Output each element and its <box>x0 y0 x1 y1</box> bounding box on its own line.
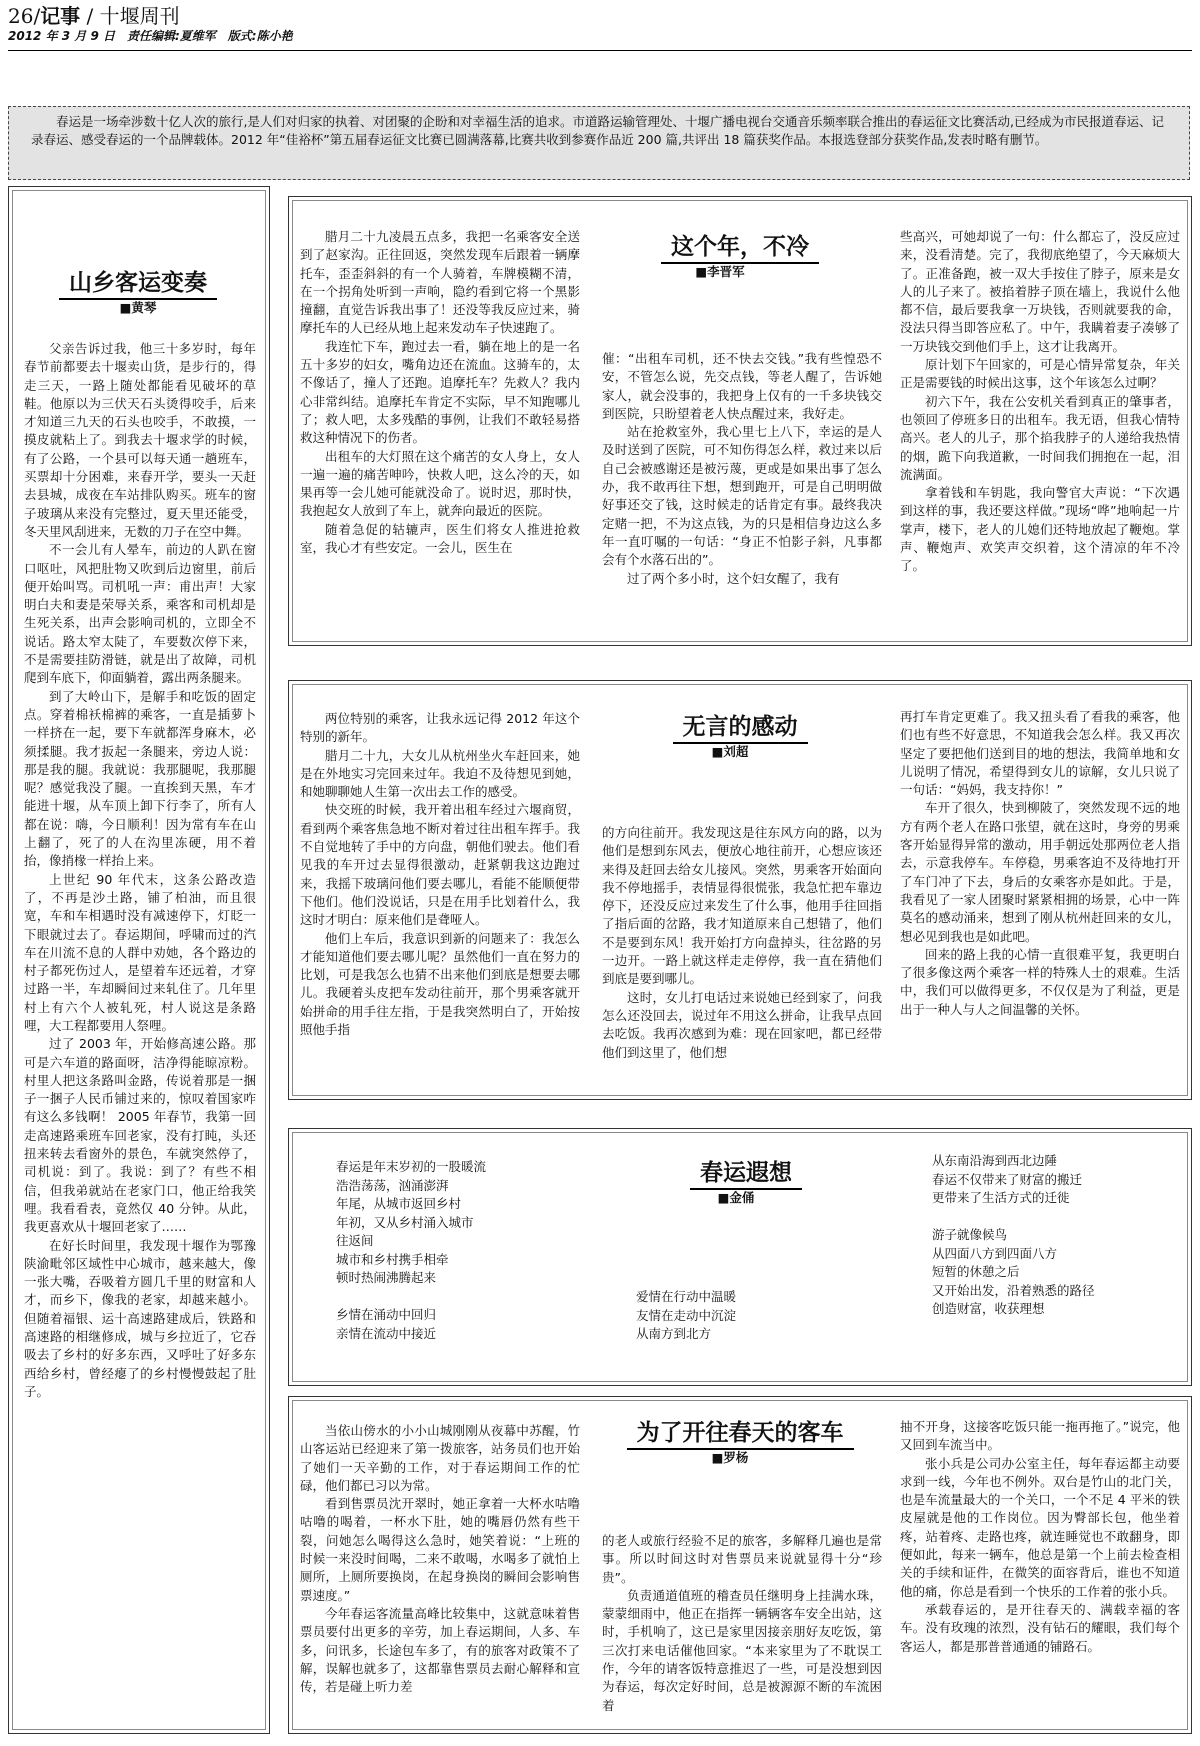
poem-line: 爱情在行动中温暖 <box>636 1289 737 1304</box>
article-2-paragraph: 原计划下午回家的，可是心情异常复杂，年关正是需要钱的时候出这事，这个年该怎么过啊？ <box>900 357 1180 391</box>
article-2-title: 这个年，不冷 <box>661 232 819 264</box>
intro-box: 春运是一场牵涉数十亿人次的旅行,是人们对归家的执着、对团聚的企盼和对幸福生活的追求。市道路运输管理处、十堰广播电视台交通音乐频率联合推出的春运征文比赛活动,已经成为市民报道春运、记录春运、感受春运的一个品牌载体。2012 年“佳裕杯”第五届春运征文比赛已圆满落幕,比赛共收到参赛作品近 200 篇,共评出 18 篇获奖作品。本报选登部分获奖作品,发表时略有删节。 <box>8 106 1190 180</box>
article-2-paragraph: 过了两个多小时，这个妇女醒了，我有 <box>627 570 840 586</box>
article-5-col-1 <box>300 1422 580 1728</box>
poem-line: 春运不仅带来了财富的搬迁 <box>932 1171 1083 1187</box>
article-5-paragraph: 张小兵是公司办公室主任，每年春运都主动要求到一线，今年也不例外。双台是竹山的北门关，也是车流量最大的一个关口，一个不足 4 平米的铁皮屋就是他的工作岗位。因为臀部长包，他坐着疼，站着疼、走路也疼，就连睡觉也不敢翻身，即便如此，每来一辆车，他总是第一个上前去检查相关的手续和证件，在微笑的面容背后，谁也不知道他的痛，你总是看到一个快乐的工作着的张小兵。 <box>900 1455 1180 1599</box>
article-1-paragraph: 上世纪 90 年代末，这条公路改造了，不再是沙土路，铺了柏油，而且很宽，车和车相遇时没有减速停下，灯眨一下眼就过去了。春运期间，呼啸而过的汽车在川流不息的人群中劝她，各个路边的村子都死伤过人，是望着车还远着，才穿过路一半，车却瞬间过来轧住了。几年里村上有六个人被轧死，村人说这是条路哩，大工程都要用人祭哩。 <box>24 871 256 1033</box>
article-1-title-block <box>22 268 254 316</box>
article-3-paragraph: 快交班的时候，我开着出租车经过六堰商贸，看到两个乘客焦急地不断对着过往出租车挥手。我不自觉地转了手中的方向盘，朝他们驶去。他们看见我的车开过去显得很激动，赶紧朝我这边跑过来，我摇下玻璃问他们要去哪儿，看能不能顺便带下他们。他们没说话，只是在用手比划着什么，我这时才明白：原来他们是聋哑人。 <box>300 802 580 928</box>
article-4-title-block <box>636 1158 856 1206</box>
page-number: 26/ <box>8 4 41 28</box>
article-5-paragraph: 负责通道值班的稽查员任继明身上挂满水珠，蒙蒙细雨中，他正在指挥一辆辆客车安全出站，这时，手机响了，这已是家里因接亲朋好友吃饭，第三次打来电话催他回家。“本来家里为了不耽误工作，今年的请客饭特意推迟了一些，可是没想到因为春运，每次定好时间，总是被源源不断的车流困着 <box>602 1587 882 1713</box>
page-header <box>8 4 1192 48</box>
article-2-paragraph: 出租车的大灯照在这个痛苦的女人身上，女人一遍一遍的痛苦呻吟，快救人吧，这么冷的天，如果再等一会儿她可能就没命了。说时迟，那时快，我抱起女人放到了车上，就奔向最近的医院。 <box>300 448 580 519</box>
article-1-paragraph: 父亲告诉过我，他三十多岁时，每年春节前都要去十堰卖山货，是步行的，得走三天，一路上随处都能看见破坏的草鞋。他原以为三伏天石头烫得咬手，后来才知道三九天的石头也咬手，不敢摸，一摸皮就粘上了。到我去十堰求学的时候，有了公路，一个县可以每天通一趟班车，买票却十分困难，来春开学，要头一天赶去县城，成夜在车站排队购买。班车的窗子玻璃从来没有完整过，夏天里还能受，冬天里风刮进来，无数的刀子在空中舞。 <box>24 341 256 539</box>
article-5-author: ■罗杨 <box>711 1450 749 1465</box>
article-1-body <box>24 340 256 1726</box>
article-3-title: 无言的感动 <box>673 712 808 744</box>
poem-line: 友情在走动中沉淀 <box>636 1307 737 1323</box>
title-separator: / <box>86 4 94 28</box>
article-3-paragraph: 车开了很久，快到柳陂了，突然发现不远的地方有两个老人在路口张望，就在这时，身旁的男乘客开始显得异常的激动，用手朝远处那两位老人指去，示意我停车。车停稳，男乘客迫不及待地打开了车门冲了下去，身后的女乘客亦是如此。于是，我看见了一家人团聚时紧紧相拥的场景，心中一阵莫名的感动涌来，想到了刚从杭州赶回来的女儿，想必见到我也是如此吧。 <box>900 800 1180 944</box>
article-2-title-block <box>600 232 880 280</box>
article-1-paragraph: 不一会儿有人晕车，前边的人趴在窗口呕吐，风把肚物又吹到后边窗里，前后便开始叫骂。司机吼一声：甫出声！大家明白夫和妻是荣辱关系，乘客和司机却是生死关系，出声会影响司机的，立即全不说话。路太窄太陡了，车要数次停下来，不是需要挂防滑链，就是出了故障，司机爬到车底下，仰面躺着，露出两条腿来。 <box>24 542 256 686</box>
publication-name: 十堰周刊 <box>99 4 180 28</box>
poem-line: 年初，又从乡村涌入城市 <box>336 1214 474 1230</box>
article-3-paragraph: 这时，女儿打电话过来说她已经到家了，问我怎么还没回去，说过年不用这么拼命，让我早点回去吃饭。我再次感到为难：现在回家吧，都已经带他们到这里了，他们想 <box>602 989 882 1060</box>
header-rule <box>8 50 1192 51</box>
article-3-col-2 <box>602 824 882 1094</box>
article-5-paragraph: 看到售票员沈开翠时，她正拿着一大杯水咕噜咕噜的喝着，一杯水下肚，她的嘴唇仍然有些干裂，问她怎么喝得这么急时，她笑着说：“上班的时候一来没时间喝，二来不敢喝，水喝多了就怕上厕所，上厕所要换岗，在起身换岗的瞬间会影响售票速度。” <box>300 1496 580 1603</box>
article-5-paragraph: 今年春运客流量高峰比较集中，这就意味着售票员要付出更多的辛劳，加上春运期间，人多、车多，问讯多，长途包车多了，有的旅客对政策不了解，误解也就多了，这都靠售票员去耐心解释和宣传，若是碰上听力差 <box>300 1605 580 1695</box>
article-4-author: ■金俑 <box>717 1190 755 1205</box>
article-3-paragraph: 他们上车后，我意识到新的问题来了：我怎么才能知道他们要去哪儿呢？虽然他们一直在努力的比划，可是我怎么也猜不出来他们到底是想要去哪儿。我硬着头皮把车发动往前开，那个男乘客就开始拼命的用手往左指，于是我突然明白了，开始按照他手指 <box>300 930 580 1038</box>
article-3-paragraph: 腊月二十九，大女儿从杭州坐火车赶回来，她是在外地实习完回来过年。我迫不及待想见到她，和她聊聊她人生第一次出去工作的感受。 <box>300 747 580 800</box>
article-2-paragraph: 些高兴，可她却说了一句：什么都忘了，没反应过来，没看清楚。完了，我彻底绝望了，今天麻烦大了。正准备跑，被一双大手按住了脖子，原来是女人的儿子来了。被掐着脖子顶在墙上，我说什么他都不信，最后要我拿一万块钱，否则就要我的命，没法只得当即答应私了。中午，我瞒着妻子凑够了一万块钱交到他们手上，这才让我离开。 <box>900 229 1180 354</box>
poem-line: 亲情在流动中接近 <box>336 1325 437 1341</box>
article-3-author: ■刘超 <box>711 744 749 759</box>
poem-line: 顿时热闹沸腾起来 <box>336 1270 437 1285</box>
article-5-paragraph: 抽不开身，这接客吃饭只能一拖再拖了。”说完，他又回到车流当中。 <box>900 1419 1180 1453</box>
article-1-author: ■黄琴 <box>119 300 157 315</box>
poem-line: 游子就像候鸟 <box>932 1227 1008 1242</box>
article-1-paragraph: 到了大岭山下，是解手和吃饭的固定点。穿着棉袄棉裤的乘客，一直是插萝卜一样挤在一起，要下车就都浑身麻木，必须揉腿。我才扳起一条腿来，旁边人说：那是我的腿。我就说：我那腿呢，我那腿呢？感觉我没了腿。一直挨到天黑，车才能进十堰，从车顶上卸下行李了，所有人都在说：嗨，今日顺利！因为常有车在山上翻了，死了的人在沟里冻硬，用不着抬，像捎椽一样抬上来。 <box>24 688 256 869</box>
article-2-paragraph: 初六下午，我在公安机关看到真正的肇事者，也领回了停班多日的出租车。我无语，但我心情特高兴。老人的儿子，那个掐我脖子的人递给我热情的烟，跪下向我道歉，一时间我们拥抱在一起，泪流满面。 <box>900 393 1180 482</box>
article-3-paragraph: 回来的路上我的心情一直很难平复，我更明白了很多像这两个乘客一样的特殊人士的艰难。生活中，我们可以做得更多，不仅仅是为了利益，更是出于一种人与人之间温馨的关怀。 <box>900 946 1180 1017</box>
article-5-paragraph: 当依山傍水的小小山城刚刚从夜幕中苏醒，竹山客运站已经迎来了第一拨旅客，站务员们也开始了她们一天辛勤的工作，对于春运期间工作的忙碌，他们都已习以为常。 <box>300 1423 580 1493</box>
article-5-paragraph: 的老人或旅行经验不足的旅客，多解释几遍也是常事。所以时间这时对售票员来说就显得十分“珍贵”。 <box>602 1533 882 1585</box>
poem-line: 又开始出发，沿着熟悉的路径 <box>932 1282 1095 1298</box>
poem-line: 乡情在涌动中回归 <box>336 1307 437 1322</box>
article-1-paragraph: 在好长时间里，我发现十堰作为鄂豫陕渝毗邻区域性中心城市，越来越大，像一张大嘴，吞吸着方圆几千里的财富和人才，而乡下，像我的老家，却越来越小。但随着福银、运十高速路建成后，铁路和高速路的相继修成，城与乡拉近了，它吞吸去了乡村的好多东西，又呼吐了好多东西给乡村，曾经瘪了的乡村慢慢鼓起了肚子。 <box>24 1237 256 1399</box>
article-4-title: 春运遐想 <box>690 1158 802 1190</box>
poem-line: 从南方到北方 <box>636 1326 712 1341</box>
article-2-paragraph: 催：“出租车司机，还不快去交钱。”我有些惶恐不安，不管怎么说，先交点钱，等老人醒了，告诉她家人，就会没事的，我把身上仅有的一千多块钱交到医院，只盼望着老人快点醒过来，我好走。 <box>602 351 882 421</box>
page-title-line <box>8 4 1192 28</box>
article-4-stanza-1 <box>336 1158 586 1343</box>
article-3-col-1 <box>300 710 580 1094</box>
article-3-title-block <box>600 712 880 760</box>
article-1-paragraph: 过了 2003 年，开始修高速公路。那可是六车道的路面呀，洁净得能晾凉粉。村里人把这条路叫金路，传说着那是一捆子一捆子人民币铺过来的，惊叹着国家咋有这么多钱啊！ 2005 年春节，我第一回走高速路乘班车回老家，没有打盹，头还扭来转去看窗外的景色，车就突然停了，司机说：到了。我说：到了？有些不相信，但我弟就站在老家门口，他正给我笑哩。我看看表，竟然仅 40 分钟。从此，我更喜欢从十堰回老家了…… <box>24 1036 256 1235</box>
issue-meta: 2012 年 3 月 9 日 责任编辑:夏维军 版式:陈小艳 <box>8 29 293 43</box>
article-2-col-2 <box>602 350 882 640</box>
article-2-col-1 <box>300 228 580 640</box>
poem-line: 年尾，从城市返回乡村 <box>336 1196 462 1211</box>
poem-stanza-gap <box>336 1288 586 1307</box>
poem-stanza-gap <box>932 1208 1172 1227</box>
article-3-paragraph: 两位特别的乘客，让我永远记得 2012 年这个特别的新年。 <box>300 711 580 745</box>
poem-line: 从四面八方到四面八方 <box>932 1245 1058 1261</box>
article-3-paragraph: 的方向往前开。我发现这是往东风方向的路，以为他们是想到东风去，便放心地往前开，心想应该还来得及赶回去给女儿接风。突然，男乘客开始面向我不停地摇手，表情显得很慌张，我急忙把车靠边停下，还没反应过来发生了什么事，他用手往回指了指后面的岔路，我才知道原来自己想错了，他们不是要到东风！我开始打方向盘掉头，往岔路的另一边开。一路上就这样走走停停，我一直在猜他们到底是要到哪儿。 <box>602 825 882 987</box>
poem-line: 春运是年末岁初的一股暖流 <box>336 1159 487 1174</box>
article-2-paragraph: 随着急促的轱辘声，医生们将女人推进抢救室，我心才有些安定。一会儿，医生在 <box>300 521 580 556</box>
article-2-paragraph: 腊月二十九凌晨五点多，我把一名乘客安全送到了赵家沟。正往回返，突然发现车后跟着一辆摩托车，歪歪斜斜的有一个人骑着，车牌模糊不清，在一个拐角处听到一声响，隐约看到它将一个黑影撞翻，直觉告诉我出事了！还没等我反应过来，骑摩托车的人已经从地上起来发动车子快速跑了。 <box>300 229 580 336</box>
section-name: 记事 <box>40 4 81 28</box>
article-1-title: 山乡客运变奏 <box>59 268 217 300</box>
poem-line: 从东南沿海到西北边陲 <box>932 1153 1058 1168</box>
article-5-paragraph: 承载春运的，是开往春天的、满载幸福的客车。没有玫瑰的浓烈，没有钻石的耀眼，我们每个客运人，都是那普普通通的铺路石。 <box>900 1601 1180 1654</box>
article-2-paragraph: 站在抢救室外，我心里七上八下，幸运的是人及时送到了医院，可不知伤得怎么样，救过来以后自己会被感谢还是被污蔑，更或是如果出事了怎么办，我不敢再往下想，想到跑开，可是自己明明做好事还交了钱，这时候走的话肯定有事。最终我决定赌一把，不为这点钱，为的只是相信身边这么多年一直叮嘱的一句话：“身正不怕影子斜，凡事都会有个水落石出的”。 <box>602 424 882 568</box>
article-2-paragraph: 我连忙下车，跑过去一看，躺在地上的是一名五十多岁的妇女，嘴角边还在流血。这骑车的，太不像话了，撞人了还跑。追摩托车？先救人？我内心非常纠结。追摩托车肯定不实际，早不知跑哪儿了；救人吧，太多残酷的事例，让我们不敢轻易搭救这种情况下的伤者。 <box>300 338 580 446</box>
poem-line: 城市和乡村携手相牵 <box>336 1251 449 1267</box>
article-5-title-block <box>600 1418 880 1466</box>
article-2-author: ■李晋军 <box>695 264 745 279</box>
poem-line: 创造财富，收获理想 <box>932 1301 1045 1316</box>
article-3-paragraph: 再打车肯定更难了。我又扭头看了看我的乘客，他们也有些不好意思，不知道我会怎么样。我又再次坚定了要把他们送到目的地的想法，我简单地和女儿说明了情况，希望得到女儿的谅解，女儿只说了一句话：“妈妈，我支持你！” <box>900 709 1180 798</box>
poem-line: 往返间 <box>336 1233 374 1248</box>
poem-line: 短暂的休憩之后 <box>932 1264 1020 1279</box>
article-4-stanza-2 <box>636 1288 876 1344</box>
article-5-col-2 <box>602 1532 882 1728</box>
poem-line: 浩浩荡荡，汹涌澎湃 <box>336 1177 449 1193</box>
poem-line: 更带来了生活方式的迁徙 <box>932 1190 1070 1205</box>
article-5-col-3 <box>900 1418 1180 1728</box>
article-2-paragraph: 拿着钱和车钥匙，我向警官大声说：“下次遇到这样的事，我还要这样做。”现场“哗”地响起一片掌声，楼下，老人的儿媳们还特地放起了鞭炮。掌声、鞭炮声、欢笑声交织着，这个清凉的年不冷了。 <box>900 485 1180 574</box>
article-3-col-3 <box>900 708 1180 1094</box>
article-2-col-3 <box>900 228 1180 640</box>
article-4-stanza-3 <box>932 1152 1172 1319</box>
article-5-title: 为了开往春天的客车 <box>627 1418 854 1450</box>
